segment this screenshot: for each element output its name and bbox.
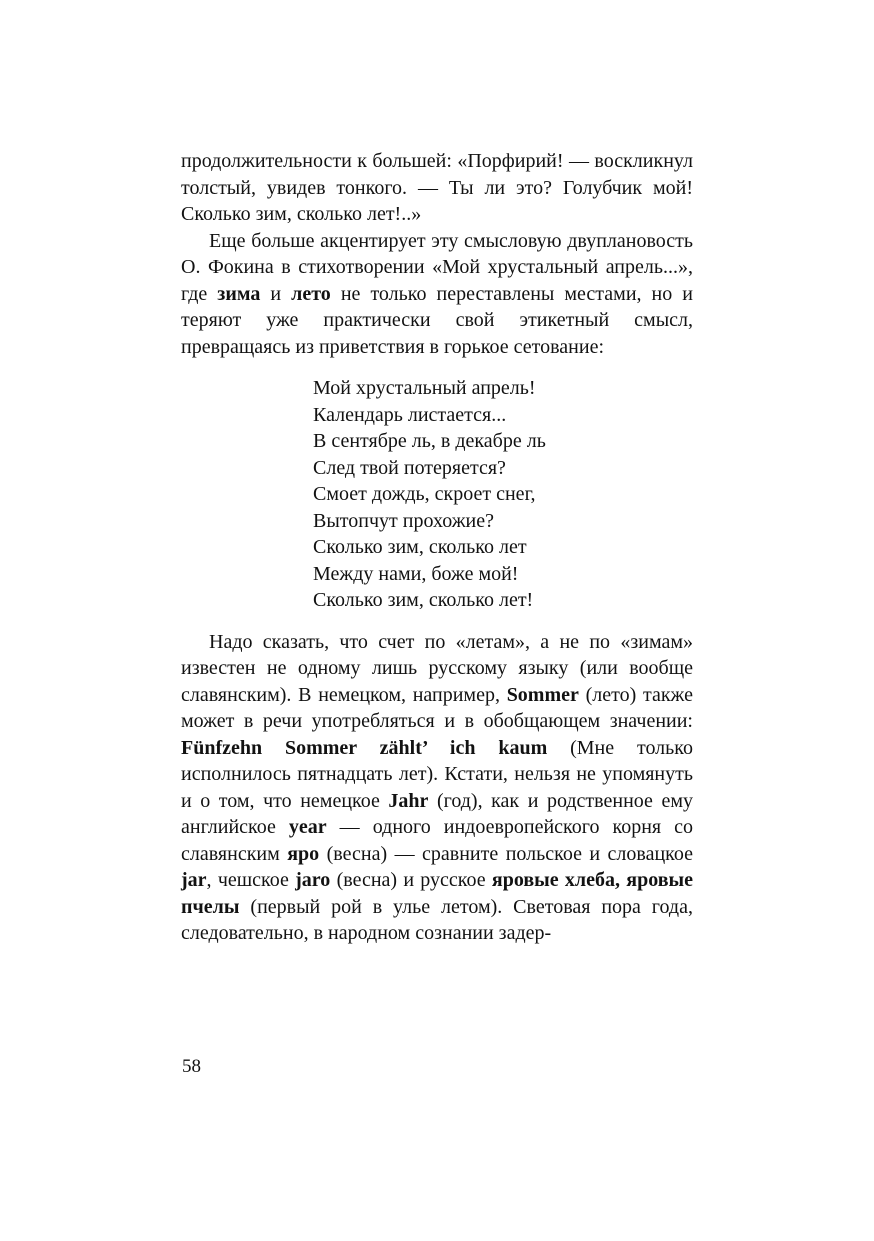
poem-line: Мой хрустальный апрель! <box>313 377 536 399</box>
poem-block <box>313 375 693 614</box>
poem-line: Календарь листается... <box>313 403 507 426</box>
paragraph <box>181 148 693 228</box>
poem-line: Сколько зим, сколько лет! <box>313 589 534 611</box>
poem-line: След твой потеряется? <box>313 456 506 479</box>
text-run: (год), как и родственное ему английское <box>181 789 693 838</box>
text-run: , чешское <box>206 869 296 891</box>
poem-line: Вытопчут прохожие? <box>313 509 494 532</box>
text-run: и <box>260 282 292 305</box>
bold-text-run: Sommer <box>506 683 579 706</box>
bold-text-run: jaro <box>295 869 331 891</box>
poem-line: Смоет дождь, скроет снег, <box>313 483 536 505</box>
text-run: — одного индоевропейского корня со славянским <box>181 816 694 865</box>
text-run: (лето) также может в речи употребляться и в обобщающем значении: <box>181 683 693 732</box>
bold-text-run: Fünfzehn Sommer zählt’ ich kaum <box>181 736 548 759</box>
text-run: продолжительности к большей: «Порфирий! — воскликнул толстый, увидев тонкого. — Ты ли это? Голубчик мой! Сколько зим, сколько лет!..» <box>181 150 693 225</box>
bold-text-run: яро <box>287 842 320 865</box>
paragraph <box>181 629 693 947</box>
poem-line: Сколько зим, сколько лет <box>313 536 527 558</box>
text-run: Еще больше акцентирует эту смысловую двуплановость О. Фокина в стихотворении «Мой хрустальный апрель...», где <box>181 229 693 305</box>
poem-line: В сентябре ль, в декабре ль <box>313 430 546 452</box>
text-run: (Мне только исполнилось пятнадцать лет). Кстати, нельзя не упомянуть и о том, что немецкое <box>181 736 693 812</box>
paragraph <box>181 228 693 361</box>
bold-text-run: лето <box>291 282 331 305</box>
bold-text-run: jar <box>181 869 207 891</box>
text-run: не только переставлены местами, но и теряют уже практически свой этикетный смысл, превращаясь из приветствия в горькое сетование: <box>181 282 693 358</box>
page-number: 58 <box>182 1056 201 1077</box>
page-content <box>181 148 693 947</box>
text-run: Надо сказать, что счет по «летам», а не по «зимам» известен не одному лишь русскому языку (или вообще славянским). В немецком, например, <box>181 630 693 706</box>
text-run: (весна) и русское <box>330 869 492 891</box>
bold-text-run: year <box>288 816 327 838</box>
bold-text-run: Jahr <box>388 789 429 812</box>
bold-text-run: яровые хлеба, яровые пчелы <box>181 869 693 918</box>
bold-text-run: зима <box>217 282 261 305</box>
text-run: (первый рой в улье летом). Световая пора года, следовательно, в народном сознании задер- <box>181 895 693 944</box>
poem-line: Между нами, боже мой! <box>313 562 519 585</box>
text-run: (весна) — сравните польское и словацкое <box>319 842 693 865</box>
